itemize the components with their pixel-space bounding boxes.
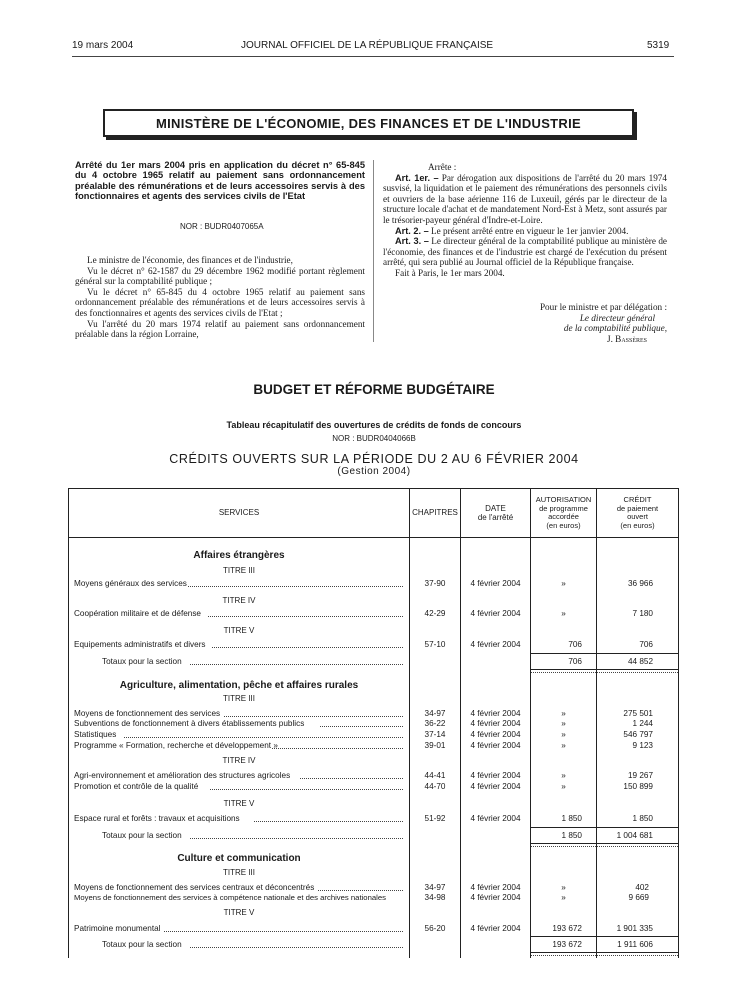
leader-dots: [318, 890, 403, 891]
service-label: Moyens de fonctionnement des services centraux et déconcentrés: [74, 883, 315, 892]
leader-dots: [320, 726, 403, 727]
header-date-sub: de l'arrêté: [477, 513, 514, 522]
chapitre-value: 56-20: [424, 924, 446, 933]
chapitre-value: 42-29: [424, 609, 446, 618]
leader-dots: [208, 616, 403, 617]
signature-name: J. Bassères: [607, 333, 647, 344]
ap-value: »: [561, 771, 566, 780]
service-label: Moyens de fonctionnement des services: [74, 709, 221, 718]
chapitre-value: 37-90: [424, 579, 446, 588]
leader-dots: [224, 716, 403, 717]
arrete-visas: [75, 255, 365, 340]
visa-paragraph: Vu le décret n° 62-1587 du 29 décembre 1962 modifié portant règlement général sur la comptabilité publique ;: [75, 265, 365, 287]
arrete-title: Arrêté du 1er mars 2004 pris en application du décret n° 65-845 du 4 octobre 1965 relatif au paiement sans ordonnancement préalable des rémunérations et de leurs accessoires servis à des fonctionnaires et agents des services civils de l'Etat: [75, 160, 365, 202]
leader-dots: [188, 586, 403, 587]
chapitre-value: 57-10: [424, 640, 446, 649]
chapitre-value: 36-22: [424, 719, 446, 728]
total-label: Totaux pour la section: [102, 831, 182, 840]
article-1-label: Art. 1er. –: [395, 172, 439, 183]
credits-title: CRÉDITS OUVERTS SUR LA PÉRIODE DU 2 AU 6 FÉVRIER 2004: [169, 452, 579, 466]
cp-value: 275 501: [623, 709, 653, 718]
date-value: 4 février 2004: [470, 709, 521, 718]
chapitre-value: 34-98: [424, 893, 446, 902]
cp-value: 9 669: [628, 893, 649, 902]
date-value: 4 février 2004: [470, 719, 521, 728]
leader-dots: [210, 789, 403, 790]
date-value: 4 février 2004: [470, 640, 521, 649]
chapitre-value: 37-14: [424, 730, 446, 739]
service-label: Patrimoine monumental: [74, 924, 161, 933]
titre-label: TITRE V: [223, 799, 255, 808]
chapitre-value: 51-92: [424, 814, 446, 823]
total-rule-dotted: [531, 672, 678, 673]
arrete-word: Arrête :: [428, 162, 457, 172]
ap-value: »: [561, 741, 566, 750]
budget-heading: BUDGET ET RÉFORME BUDGÉTAIRE: [253, 382, 495, 397]
ap-value: »: [561, 609, 566, 618]
date-value: 4 février 2004: [470, 771, 521, 780]
titre-label: TITRE III: [223, 694, 255, 703]
leader-dots: [300, 778, 403, 779]
article-2-text: Le présent arrêté entre en vigueur le 1er janvier 2004.: [431, 225, 629, 236]
visa-paragraph: Vu l'arrêté du 20 mars 1974 relatif au paiement sans ordonnancement préalable dans la région Lorraine,: [75, 318, 365, 340]
table-right-border: [678, 488, 679, 958]
article-3-text: Le directeur général de la comptabilité publique au ministère de l'économie, des finances et de l'industrie est chargé de l'exécution du présent arrêté, qui sera publié au Journal officiel de la République française.: [383, 236, 668, 268]
section-heading: Affaires étrangères: [193, 550, 285, 561]
ap-value: »: [561, 579, 566, 588]
signature-line: Pour le ministre et par délégation :: [539, 302, 667, 312]
signature-block: [383, 302, 667, 344]
titre-label: TITRE V: [223, 626, 255, 635]
arrete-nor: NOR : BUDR0407065A: [180, 222, 264, 231]
leader-dots: [190, 947, 403, 948]
service-label: Programme « Formation, recherche et développement »: [74, 741, 278, 750]
chapitre-value: 44-70: [424, 782, 446, 791]
ap-value: »: [561, 893, 566, 902]
section-heading: Culture et communication: [177, 853, 301, 864]
budget-nor: NOR : BUDR0404066B: [332, 434, 416, 443]
arrete-articles: [383, 162, 667, 279]
cp-value: 1 901 335: [616, 924, 653, 933]
article-2-label: Art. 2. –: [395, 225, 429, 236]
header-page-number: 5319: [647, 40, 670, 51]
titre-label: TITRE IV: [222, 596, 256, 605]
leader-dots: [212, 647, 403, 648]
budget-subtitle: Tableau récapitulatif des ouvertures de crédits de fonds de concours: [226, 420, 522, 430]
ap-value: »: [561, 883, 566, 892]
total-cp: 1 004 681: [616, 831, 653, 840]
cp-value: 150 899: [623, 782, 653, 791]
ap-value: »: [561, 730, 566, 739]
table-top-border: [68, 488, 679, 489]
header-credit: CRÉDIT de paiement ouvert (en euros): [616, 495, 659, 530]
chapitre-value: 34-97: [424, 709, 446, 718]
header-date: 19 mars 2004: [72, 40, 134, 51]
chapitre-value: 44-41: [424, 771, 446, 780]
cp-value: 402: [635, 883, 649, 892]
ap-value: »: [561, 709, 566, 718]
chapitre-value: 34-97: [424, 883, 446, 892]
cp-value: 9 123: [632, 741, 653, 750]
article-3: [383, 236, 667, 268]
date-value: 4 février 2004: [470, 782, 521, 791]
gestion: (Gestion 2004): [337, 466, 411, 477]
column-divider: [373, 160, 374, 342]
fait-a-paris: Fait à Paris, le 1er mars 2004.: [395, 267, 505, 278]
article-3-label: Art. 3. –: [395, 236, 429, 247]
date-value: 4 février 2004: [470, 579, 521, 588]
date-value: 4 février 2004: [470, 883, 521, 892]
date-value: 4 février 2004: [470, 924, 521, 933]
service-label: Moyens généraux des services: [74, 579, 187, 588]
article-2: [383, 226, 667, 237]
ap-value: 706: [568, 640, 582, 649]
total-cp: 1 911 606: [617, 940, 653, 949]
titre-label: TITRE III: [223, 868, 255, 877]
cp-value: 706: [639, 640, 653, 649]
signature-line: Le directeur général: [579, 312, 655, 323]
titre-label: TITRE III: [223, 566, 255, 575]
cp-value: 7 180: [632, 609, 653, 618]
service-label: Statistiques: [74, 730, 117, 739]
signature-line: de la comptabilité publique,: [563, 323, 667, 334]
service-label: Subventions de fonctionnement à divers établissements publics: [74, 719, 305, 728]
article-1-text: Par dérogation aux dispositions de l'arrêté du 20 mars 1974 susvisé, la liquidation et le paiement des rémunérations des personnels civils et ouvriers de la base aérienne 116 de Luxeuil, gérés par le directeur de la structure locale d'achat et de mandatement Nord-Est à Metz, sont assurés par le trésorier-payeur général d'Indre-et-Loire.: [383, 172, 667, 225]
visa-paragraph: Le ministre de l'économie, des finances et de l'industrie,: [87, 255, 293, 265]
leader-dots: [124, 737, 403, 738]
article-1: [383, 173, 667, 226]
total-label: Totaux pour la section: [102, 940, 182, 949]
service-label: Moyens de fonctionnement des services à compétence nationale et des archives nationales: [74, 893, 386, 902]
total-label: Totaux pour la section: [102, 657, 182, 666]
service-label: Espace rural et forêts : travaux et acquisitions: [74, 814, 240, 823]
date-value: 4 février 2004: [470, 609, 521, 618]
ap-value: 193 672: [552, 924, 582, 933]
cp-value: 36 966: [627, 579, 653, 588]
ap-value: »: [561, 782, 566, 791]
subtotal-rule: [531, 827, 678, 828]
date-value: 4 février 2004: [470, 893, 521, 902]
cp-value: 19 267: [627, 771, 653, 780]
ap-value: 1 850: [561, 814, 582, 823]
titre-label: TITRE IV: [222, 756, 256, 765]
total-ap: 1 850: [561, 831, 582, 840]
titre-label: TITRE V: [223, 908, 255, 917]
cp-value: 1 244: [632, 719, 653, 728]
visa-paragraph: Vu le décret n° 65-845 du 4 octobre 1965 relatif au paiement sans ordonnancement préalable des rémunérations et de leurs accessoires servis à des fonctionnaires et agents des services civils de l'Etat ;: [75, 286, 365, 318]
header-autorisation: AUTORISATION de programme accordée (en euros): [535, 495, 592, 530]
total-ap: 193 672: [552, 940, 582, 949]
leader-dots: [254, 821, 403, 822]
total-cp: 44 852: [627, 657, 653, 666]
cp-value: 1 850: [632, 814, 653, 823]
service-label: Coopération militaire et de défense: [74, 609, 201, 618]
header-journal: JOURNAL OFFICIEL DE LA RÉPUBLIQUE FRANÇAISE: [241, 40, 494, 51]
service-label: Equipements administratifs et divers: [74, 640, 206, 649]
chapitre-value: 39-01: [424, 741, 446, 750]
subtotal-rule: [531, 936, 678, 937]
header-date: DATE: [485, 504, 506, 513]
service-label: Promotion et contrôle de la qualité: [74, 782, 199, 791]
header-chapitres: CHAPITRES: [412, 508, 458, 517]
leader-dots: [272, 748, 403, 749]
date-value: 4 février 2004: [470, 814, 521, 823]
cp-value: 546 797: [623, 730, 653, 739]
total-rule-dotted: [531, 955, 678, 956]
service-label: Agri-environnement et amélioration des structures agricoles: [74, 771, 291, 780]
date-value: 4 février 2004: [470, 730, 521, 739]
leader-dots: [164, 931, 403, 932]
leader-dots: [190, 664, 403, 665]
section-heading: Agriculture, alimentation, pêche et affaires rurales: [119, 680, 359, 691]
subtotal-rule: [531, 653, 678, 654]
ap-value: »: [561, 719, 566, 728]
leader-dots: [190, 838, 403, 839]
total-rule: [531, 669, 678, 670]
total-rule-dotted: [531, 846, 678, 847]
total-rule: [531, 843, 678, 844]
table-header-border: [68, 537, 679, 538]
total-ap: 706: [568, 657, 582, 666]
header-services: SERVICES: [218, 508, 260, 517]
date-value: 4 février 2004: [470, 741, 521, 750]
total-rule: [531, 952, 678, 953]
ministry-banner: MINISTÈRE DE L'ÉCONOMIE, DES FINANCES ET DE L'INDUSTRIE: [103, 109, 634, 137]
header-rule: [72, 56, 674, 57]
